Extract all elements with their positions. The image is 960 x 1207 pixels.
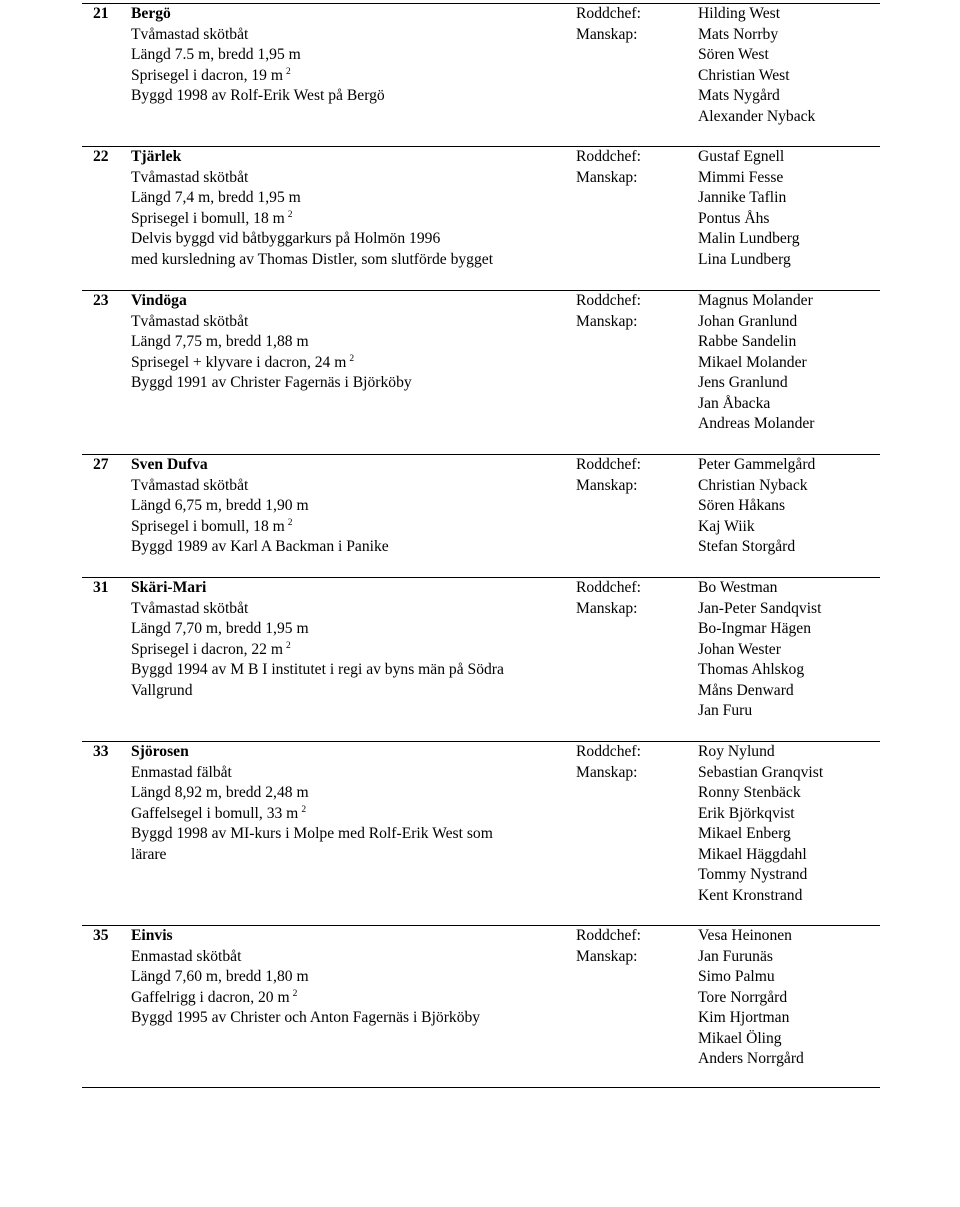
crew-member: Anders Norrgård: [698, 1050, 804, 1067]
boat-detail-line: [131, 967, 571, 988]
boat-detail-line: [131, 476, 571, 497]
unit-superscript: 2: [292, 988, 298, 999]
boat-name: Bergö: [131, 5, 171, 22]
detail-text: Tvåmastad skötbåt: [131, 476, 249, 494]
detail-text: Sprisegel + klyvare i dacron, 24 m: [131, 353, 347, 371]
detail-text: Tvåmastad skötbåt: [131, 599, 249, 617]
crew-list: [698, 742, 823, 906]
crew-label: Manskap:: [576, 599, 638, 617]
crew-member: Jannike Taflin: [698, 189, 787, 206]
role-labels: [576, 147, 641, 188]
boat-name: Vindöga: [131, 292, 187, 309]
crew-member: Bo-Ingmar Hägen: [698, 620, 812, 637]
boat-detail-line: [131, 353, 571, 374]
boat-number: 33: [93, 743, 109, 760]
detail-text: Sprisegel i bomull, 18 m: [131, 517, 285, 535]
boat-details: [131, 291, 571, 394]
boat-detail-line: [131, 250, 571, 271]
detail-text: Tvåmastad skötbåt: [131, 25, 249, 43]
crew-member: Peter Gammelgård: [698, 456, 816, 473]
boat-detail-line: [131, 66, 571, 87]
crew-member: Christian West: [698, 66, 790, 84]
boat-details: [131, 742, 571, 865]
crew-member: Jan Åbacka: [698, 394, 771, 412]
boat-detail-line: [131, 537, 571, 558]
boat-detail-line: [131, 25, 571, 46]
detail-text: Delvis byggd vid båtbyggarkurs på Holmön 1996: [131, 230, 441, 247]
boat-detail-line: [131, 373, 571, 394]
crew-member: Jens Granlund: [698, 374, 788, 391]
boat-detail-line: [131, 599, 571, 620]
detail-text: Byggd 1991 av Christer Fagernäs i Björköby: [131, 374, 412, 391]
crew-member: Kaj Wiik: [698, 517, 755, 535]
crew-member: Mikael Öling: [698, 1029, 782, 1047]
crew-member: Bo Westman: [698, 579, 778, 596]
boat-detail-line: [131, 660, 571, 681]
crew-member: Mikael Häggdahl: [698, 845, 807, 863]
boat-name: Einvis: [131, 927, 173, 944]
boat-detail-line: [131, 783, 571, 804]
boat-name: Sjörosen: [131, 743, 189, 760]
boat-name: Sven Dufva: [131, 456, 208, 473]
captain-label: Roddchef:: [576, 5, 641, 22]
role-labels: [576, 742, 641, 783]
separator-rule: [82, 1087, 880, 1088]
unit-superscript: 2: [349, 353, 355, 364]
crew-member: Gustaf Egnell: [698, 148, 785, 165]
captain-label: Roddchef:: [576, 579, 641, 596]
boat-name: Tjärlek: [131, 148, 182, 165]
crew-member: Andreas Molander: [698, 415, 815, 432]
boat-detail-line: [131, 763, 571, 784]
crew-member: Kim Hjortman: [698, 1009, 790, 1026]
boat-number: 22: [93, 148, 109, 165]
crew-member: Vesa Heinonen: [698, 927, 792, 944]
boat-detail-line: [131, 312, 571, 333]
detail-text: Sprisegel i dacron, 19 m: [131, 66, 284, 84]
crew-member: Alexander Nyback: [698, 107, 816, 125]
detail-text: Sprisegel i bomull, 18 m: [131, 209, 285, 227]
crew-list: [698, 578, 821, 722]
boat-detail-line: [131, 1008, 571, 1029]
detail-text: Enmastad fälbåt: [131, 763, 232, 781]
boat-detail-line: [131, 824, 571, 845]
detail-text: Byggd 1989 av Karl A Backman i Panike: [131, 538, 389, 555]
crew-list: [698, 4, 815, 127]
boat-detail-line: [131, 947, 571, 968]
detail-text: Vallgrund: [131, 681, 193, 699]
crew-member: Erik Björkqvist: [698, 804, 795, 822]
boat-detail-line: [131, 496, 571, 517]
crew-member: Johan Granlund: [698, 312, 798, 330]
detail-text: Byggd 1995 av Christer och Anton Fagernäs i Björköby: [131, 1009, 481, 1026]
boat-details: [131, 926, 571, 1029]
crew-label: Manskap:: [576, 25, 638, 43]
boat-details: [131, 147, 571, 270]
boat-number: 35: [93, 927, 109, 944]
captain-label: Roddchef:: [576, 292, 641, 309]
boat-number: 21: [93, 5, 109, 22]
crew-list: [698, 455, 815, 558]
unit-superscript: 2: [287, 209, 293, 220]
boat-detail-line: [131, 86, 571, 107]
crew-member: Magnus Molander: [698, 292, 813, 309]
crew-member: Mikael Molander: [698, 353, 807, 371]
crew-label: Manskap:: [576, 947, 638, 965]
boat-number: 23: [93, 292, 109, 309]
crew-member: Mats Norrby: [698, 25, 779, 43]
role-labels: [576, 4, 641, 45]
crew-member: Hilding West: [698, 5, 781, 22]
boat-number: 31: [93, 579, 109, 596]
role-labels: [576, 926, 641, 967]
role-labels: [576, 578, 641, 619]
boat-detail-line: [131, 209, 571, 230]
boat-number: 27: [93, 456, 109, 473]
boat-detail-line: [131, 229, 571, 250]
crew-member: Lina Lundberg: [698, 250, 791, 268]
detail-text: Gaffelsegel i bomull, 33 m: [131, 804, 299, 822]
crew-member: Sören Håkans: [698, 497, 786, 514]
crew-label: Manskap:: [576, 763, 638, 781]
crew-member: Roy Nylund: [698, 743, 775, 760]
crew-member: Mimmi Fesse: [698, 168, 784, 186]
crew-label: Manskap:: [576, 312, 638, 330]
detail-text: Sprisegel i dacron, 22 m: [131, 640, 284, 658]
detail-text: Längd 7,4 m, bredd 1,95 m: [131, 189, 301, 206]
crew-member: Sören West: [698, 46, 769, 63]
crew-list: [698, 147, 800, 270]
crew-member: Mats Nygård: [698, 87, 780, 104]
crew-member: Pontus Åhs: [698, 209, 770, 227]
boat-name: Skäri-Mari: [131, 579, 207, 596]
detail-text: Längd 7,75 m, bredd 1,88 m: [131, 333, 309, 350]
boat-detail-line: [131, 845, 571, 866]
crew-member: Jan-Peter Sandqvist: [698, 599, 822, 617]
boat-detail-line: [131, 804, 571, 825]
captain-label: Roddchef:: [576, 456, 641, 473]
crew-list: [698, 926, 804, 1070]
boat-detail-line: [131, 332, 571, 353]
crew-member: Malin Lundberg: [698, 230, 800, 247]
detail-text: Längd 8,92 m, bredd 2,48 m: [131, 784, 309, 801]
crew-member: Christian Nyback: [698, 476, 808, 494]
detail-text: Tvåmastad skötbåt: [131, 312, 249, 330]
role-labels: [576, 291, 641, 332]
detail-text: Gaffelrigg i dacron, 20 m: [131, 988, 290, 1006]
role-labels: [576, 455, 641, 496]
crew-member: Tommy Nystrand: [698, 866, 808, 883]
detail-text: Enmastad skötbåt: [131, 947, 242, 965]
captain-label: Roddchef:: [576, 743, 641, 760]
detail-text: Längd 6,75 m, bredd 1,90 m: [131, 497, 309, 514]
boat-details: [131, 455, 571, 558]
crew-list: [698, 291, 814, 435]
crew-member: Stefan Storgård: [698, 538, 796, 555]
detail-text: lärare: [131, 845, 167, 863]
unit-superscript: 2: [286, 640, 291, 651]
boat-detail-line: [131, 681, 571, 702]
detail-text: Byggd 1998 av MI-kurs i Molpe med Rolf-Erik West som: [131, 825, 493, 842]
boat-details: [131, 578, 571, 701]
boat-detail-line: [131, 640, 571, 661]
unit-superscript: 2: [301, 804, 307, 815]
crew-member: Tore Norrgård: [698, 988, 788, 1006]
boat-detail-line: [131, 188, 571, 209]
boat-detail-line: [131, 517, 571, 538]
crew-member: Jan Furu: [698, 702, 753, 719]
detail-text: med kursledning av Thomas Distler, som slutförde bygget: [131, 250, 494, 268]
crew-label: Manskap:: [576, 476, 638, 494]
crew-member: Ronny Stenbäck: [698, 784, 801, 801]
detail-text: Längd 7.5 m, bredd 1,95 m: [131, 46, 301, 63]
crew-member: Mikael Enberg: [698, 825, 791, 842]
unit-superscript: 2: [287, 517, 293, 528]
crew-label: Manskap:: [576, 168, 638, 186]
boat-detail-line: [131, 45, 571, 66]
detail-text: Tvåmastad skötbåt: [131, 168, 249, 186]
crew-member: Thomas Ahlskog: [698, 661, 805, 678]
crew-member: Måns Denward: [698, 681, 794, 699]
captain-label: Roddchef:: [576, 927, 641, 944]
crew-member: Jan Furunäs: [698, 947, 773, 965]
crew-member: Simo Palmu: [698, 968, 775, 985]
boat-details: [131, 4, 571, 107]
detail-text: Byggd 1998 av Rolf-Erik West på Bergö: [131, 87, 385, 104]
crew-member: Kent Kronstrand: [698, 886, 803, 904]
boat-detail-line: [131, 168, 571, 189]
boat-detail-line: [131, 988, 571, 1009]
crew-member: Rabbe Sandelin: [698, 333, 797, 350]
detail-text: Längd 7,70 m, bredd 1,95 m: [131, 620, 309, 637]
crew-member: Johan Wester: [698, 640, 781, 658]
captain-label: Roddchef:: [576, 148, 641, 165]
crew-member: Sebastian Granqvist: [698, 763, 824, 781]
boat-detail-line: [131, 619, 571, 640]
detail-text: Byggd 1994 av M B I institutet i regi av byns män på Södra: [131, 661, 504, 678]
detail-text: Längd 7,60 m, bredd 1,80 m: [131, 968, 309, 985]
unit-superscript: 2: [286, 66, 291, 77]
